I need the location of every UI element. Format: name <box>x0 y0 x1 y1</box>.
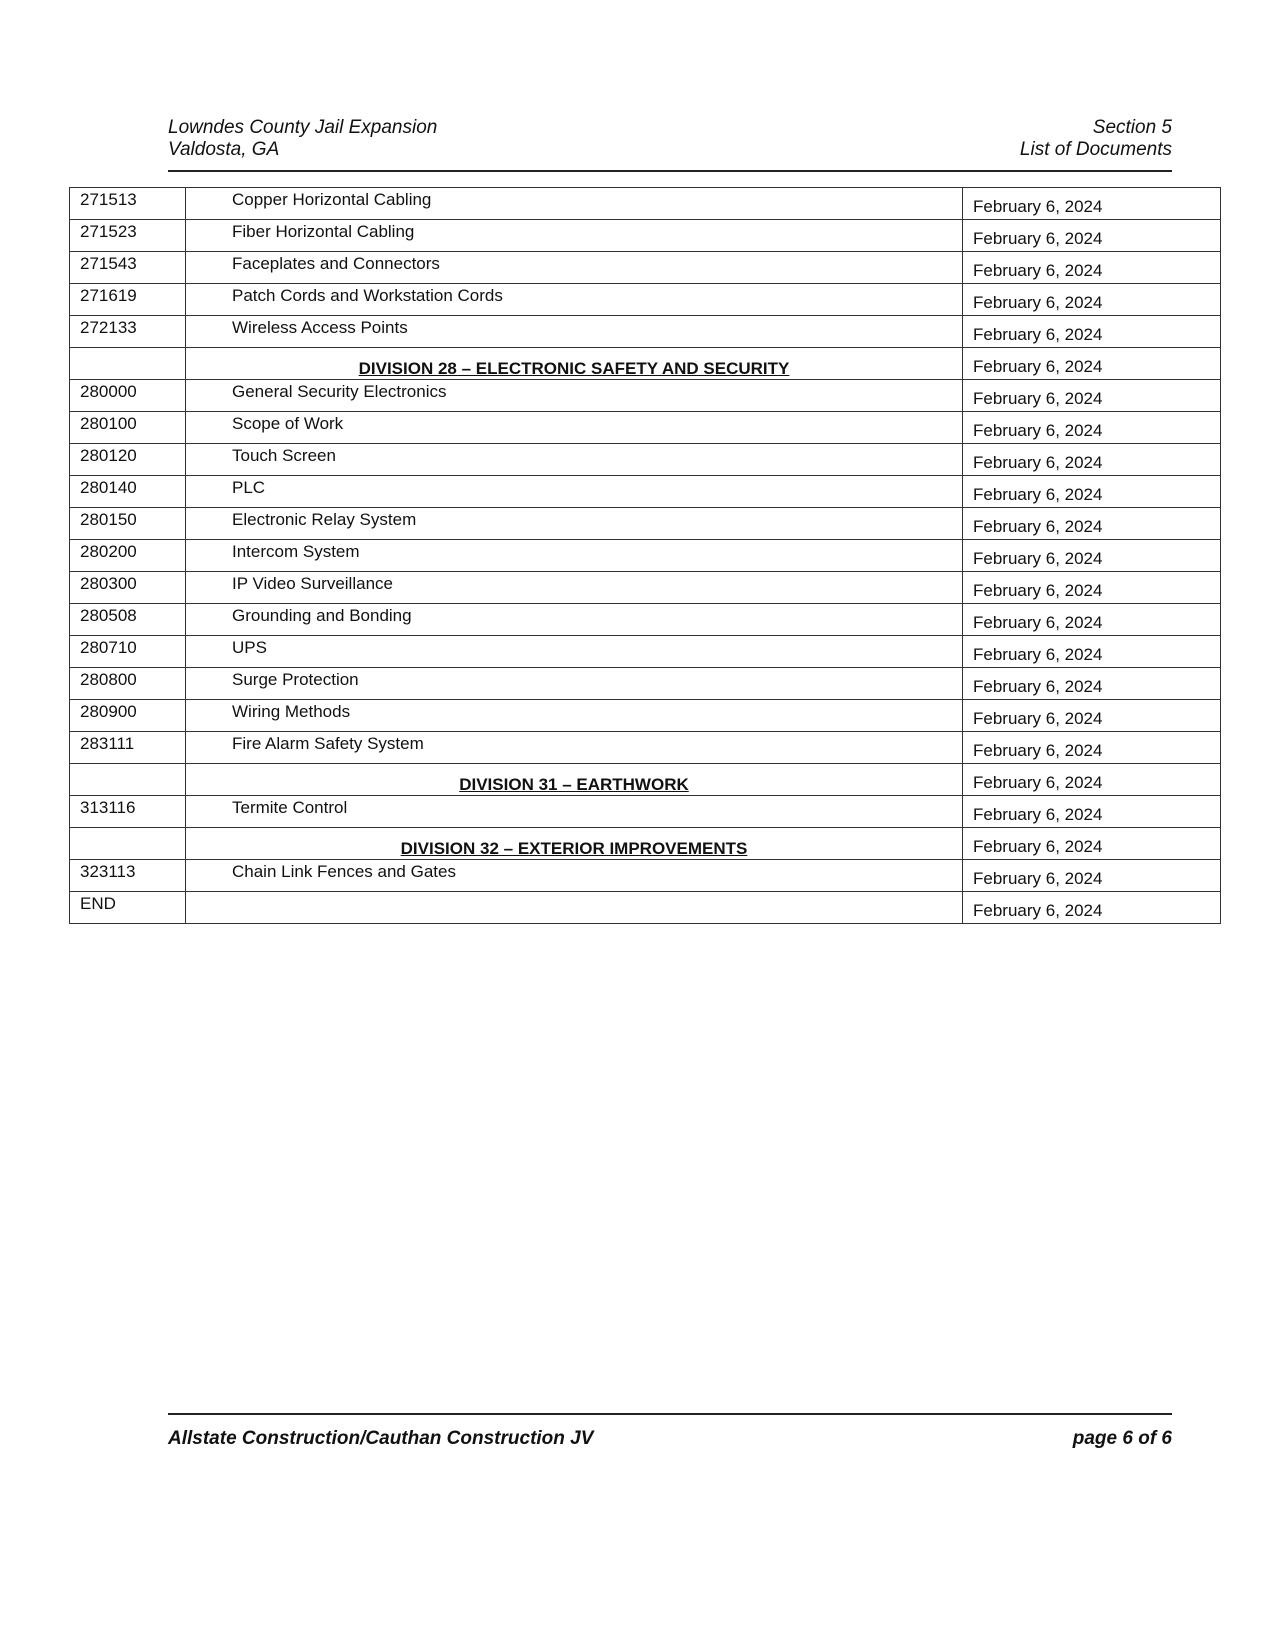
section-code: 280200 <box>70 540 186 572</box>
table-row <box>70 860 1221 892</box>
issue-date: February 6, 2024 <box>963 220 1221 252</box>
issue-date: February 6, 2024 <box>963 188 1221 220</box>
header-divider <box>168 170 1172 172</box>
table-row <box>70 604 1221 636</box>
section-code: 280800 <box>70 668 186 700</box>
issue-date: February 6, 2024 <box>963 444 1221 476</box>
section-title: Intercom System <box>186 540 963 572</box>
section-title: Scope of Work <box>186 412 963 444</box>
issue-date: February 6, 2024 <box>963 540 1221 572</box>
section-code: 313116 <box>70 796 186 828</box>
issue-date: February 6, 2024 <box>963 668 1221 700</box>
section-title: General Security Electronics <box>186 380 963 412</box>
section-code: 280140 <box>70 476 186 508</box>
page-number: page 6 of 6 <box>1072 1428 1172 1449</box>
issue-date: February 6, 2024 <box>963 764 1221 796</box>
issue-date: February 6, 2024 <box>963 700 1221 732</box>
section-code: 280900 <box>70 700 186 732</box>
section-code: 280000 <box>70 380 186 412</box>
section-title: List of Documents <box>1019 139 1172 160</box>
section-title: Touch Screen <box>186 444 963 476</box>
project-name: Lowndes County Jail Expansion <box>168 117 438 138</box>
issue-date: February 6, 2024 <box>963 636 1221 668</box>
section-title: IP Video Surveillance <box>186 572 963 604</box>
table-row <box>70 380 1221 412</box>
section-title: Fiber Horizontal Cabling <box>186 220 963 252</box>
division-title: DIVISION 31 – EARTHWORK <box>186 764 963 796</box>
section-title: Surge Protection <box>186 668 963 700</box>
section-title: Chain Link Fences and Gates <box>186 860 963 892</box>
table-row <box>70 412 1221 444</box>
section-title: Patch Cords and Workstation Cords <box>186 284 963 316</box>
section-code: 280300 <box>70 572 186 604</box>
issue-date: February 6, 2024 <box>963 508 1221 540</box>
table-row <box>70 732 1221 764</box>
section-code: 280508 <box>70 604 186 636</box>
issue-date: February 6, 2024 <box>963 412 1221 444</box>
issue-date: February 6, 2024 <box>963 604 1221 636</box>
division-title: DIVISION 28 – ELECTRONIC SAFETY AND SECURITY <box>186 348 963 380</box>
table-row <box>70 316 1221 348</box>
section-code <box>70 764 186 796</box>
table-row <box>70 572 1221 604</box>
section-title: Electronic Relay System <box>186 508 963 540</box>
table-row <box>70 892 1221 924</box>
issue-date: February 6, 2024 <box>963 732 1221 764</box>
section-title: Wireless Access Points <box>186 316 963 348</box>
issue-date: February 6, 2024 <box>963 860 1221 892</box>
table-row <box>70 284 1221 316</box>
division-heading-row <box>70 764 1221 796</box>
section-code: 283111 <box>70 732 186 764</box>
division-heading-row <box>70 348 1221 380</box>
table-row <box>70 476 1221 508</box>
section-code: 280710 <box>70 636 186 668</box>
section-code: 280100 <box>70 412 186 444</box>
documents-table <box>69 187 1221 924</box>
table-row <box>70 540 1221 572</box>
division-heading-row <box>70 828 1221 860</box>
table-row <box>70 188 1221 220</box>
section-title: Wiring Methods <box>186 700 963 732</box>
section-title <box>186 892 963 924</box>
section-code <box>70 828 186 860</box>
section-code: 323113 <box>70 860 186 892</box>
section-title: Faceplates and Connectors <box>186 252 963 284</box>
section-code: 271523 <box>70 220 186 252</box>
issue-date: February 6, 2024 <box>963 828 1221 860</box>
table-row <box>70 636 1221 668</box>
table-row <box>70 796 1221 828</box>
project-location: Valdosta, GA <box>168 139 280 160</box>
section-title: Termite Control <box>186 796 963 828</box>
table-row <box>70 508 1221 540</box>
section-code: 272133 <box>70 316 186 348</box>
section-code: END <box>70 892 186 924</box>
section-number: Section 5 <box>1092 117 1172 138</box>
section-title: UPS <box>186 636 963 668</box>
division-title: DIVISION 32 – EXTERIOR IMPROVEMENTS <box>186 828 963 860</box>
page-footer <box>168 1428 1172 1450</box>
issue-date: February 6, 2024 <box>963 892 1221 924</box>
section-code: 271619 <box>70 284 186 316</box>
issue-date: February 6, 2024 <box>963 476 1221 508</box>
footer-divider <box>168 1413 1172 1415</box>
issue-date: February 6, 2024 <box>963 252 1221 284</box>
table-row <box>70 252 1221 284</box>
table-row <box>70 668 1221 700</box>
section-title: Fire Alarm Safety System <box>186 732 963 764</box>
issue-date: February 6, 2024 <box>963 796 1221 828</box>
section-title: PLC <box>186 476 963 508</box>
issue-date: February 6, 2024 <box>963 380 1221 412</box>
table-row <box>70 444 1221 476</box>
company-name: Allstate Construction/Cauthan Construction JV <box>168 1428 594 1449</box>
section-code <box>70 348 186 380</box>
section-title: Grounding and Bonding <box>186 604 963 636</box>
section-code: 280120 <box>70 444 186 476</box>
section-title: Copper Horizontal Cabling <box>186 188 963 220</box>
table-row <box>70 700 1221 732</box>
section-code: 280150 <box>70 508 186 540</box>
issue-date: February 6, 2024 <box>963 284 1221 316</box>
section-code: 271543 <box>70 252 186 284</box>
issue-date: February 6, 2024 <box>963 572 1221 604</box>
issue-date: February 6, 2024 <box>963 348 1221 380</box>
issue-date: February 6, 2024 <box>963 316 1221 348</box>
section-code: 271513 <box>70 188 186 220</box>
table-row <box>70 220 1221 252</box>
